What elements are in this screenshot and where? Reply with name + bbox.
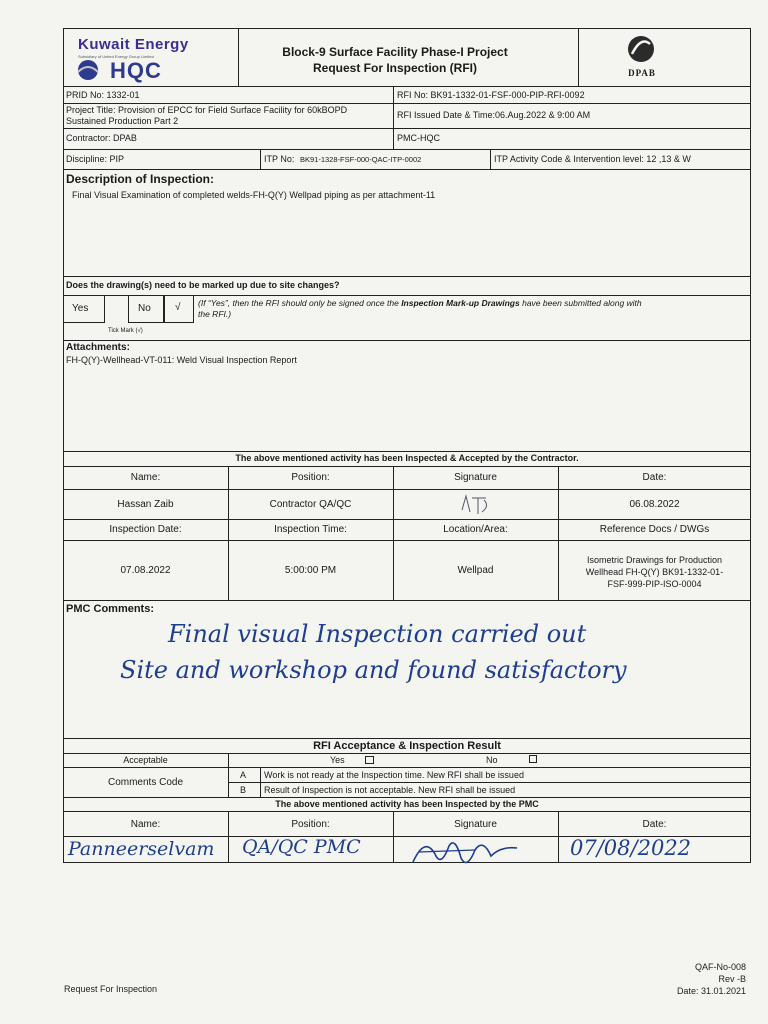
result-no-label: No (486, 755, 498, 765)
markup-note-line-2: the RFI.) (198, 309, 232, 319)
contractor-name: Contractor: DPAB (66, 133, 137, 143)
inspection-time: 5:00:00 PM (284, 564, 337, 576)
contractor-acceptance-heading: The above mentioned activity has been Inspected & Accepted by the Contractor. (235, 453, 579, 463)
project-title-line-2: Sustained Production Part 2 (66, 116, 179, 126)
comments-code-label: Comments Code (107, 776, 184, 788)
markup-note (198, 298, 718, 320)
itp-activity-code: ITP Activity Code & Intervention level: 12 ,13 & W (494, 154, 691, 164)
contractor-position: Contractor QA/QC (269, 498, 352, 510)
contractor-name: Hassan Zaib (117, 498, 174, 510)
kuwait-energy-logo-text: Kuwait Energy (78, 36, 189, 53)
header-divider-right (578, 28, 579, 86)
pmc-col-signature: Signature (454, 818, 497, 830)
pmc-name: PMC-HQC (397, 133, 440, 143)
dpab-emblem-icon (624, 34, 658, 64)
itp-number: BK91-1328-FSF-000-QAC-ITP-0002 (300, 155, 422, 164)
contractor-col-name: Name: (130, 472, 161, 483)
pmc-comment-line-1: Final visual Inspection carried out (168, 620, 587, 648)
pmc-col-name: Name: (130, 818, 161, 830)
pmc-handwritten-date: 07/08/2022 (570, 836, 692, 860)
inspection-date: 07.08.2022 (120, 564, 171, 576)
pmc-signature-scribble (405, 832, 525, 874)
col-reference-docs: Reference Docs / DWGs (599, 524, 710, 535)
markup-note-bold: Inspection Mark-up Drawings (401, 298, 520, 308)
reference-docs (558, 554, 751, 590)
contractor-signature (393, 489, 558, 519)
markup-yes-label: Yes (72, 303, 89, 314)
result-yes-label: Yes (330, 755, 345, 765)
footer-left: Request For Inspection (64, 984, 158, 994)
code-a: A (240, 770, 247, 780)
code-b-text: Result of Inspection is not acceptable. New RFI shall be issued (264, 785, 516, 795)
contractor-date: 06.08.2022 (629, 498, 680, 510)
subsidiary-text: Subsidiary of United Energy Group Limited (78, 54, 154, 59)
markup-no-label: No (138, 303, 151, 314)
contractor-signature-scribble (456, 492, 496, 516)
result-yes-checkbox[interactable] (365, 756, 374, 764)
rfi-issued-date: RFI Issued Date & Time:06.Aug.2022 & 9:00 AM (397, 110, 591, 120)
acceptable-label: Acceptable (123, 755, 168, 765)
dpab-logo (612, 34, 672, 84)
result-heading: RFI Acceptance & Inspection Result (313, 740, 501, 752)
kuwait-energy-hqc-logo (70, 36, 230, 84)
pmc-comment-line-2: Site and workshop and found satisfactory (120, 656, 627, 684)
hqc-emblem-icon (74, 58, 102, 82)
markup-tick: √ (175, 302, 181, 313)
pmc-col-date: Date: (642, 818, 667, 830)
header-divider-left (238, 28, 239, 86)
code-a-text: Work is not ready at the Inspection time. New RFI shall be issued (264, 770, 524, 780)
contractor-col-date: Date: (642, 472, 667, 483)
markup-note-suffix: have been submitted along with (519, 298, 642, 308)
prid-number: PRID No: 1332-01 (66, 90, 140, 100)
footer-doc-number: QAF-No-008 (694, 962, 746, 972)
discipline: Discipline: PIP (66, 154, 125, 164)
project-title: Block-9 Surface Facility Phase-I Project (282, 45, 508, 59)
project-title-line-1: Project Title: Provision of EPCC for Field Surface Facility for 60kBOPD (66, 105, 348, 115)
pmc-handwritten-position: QA/QC PMC (242, 836, 361, 858)
col-location: Location/Area: (443, 524, 508, 535)
attachment-text: FH-Q(Y)-Wellhead-VT-011: Weld Visual Inspection Report (66, 355, 297, 365)
attachments-heading: Attachments: (66, 342, 130, 353)
col-inspection-time: Inspection Time: (274, 524, 347, 535)
pmc-comments-heading: PMC Comments: (66, 603, 155, 615)
result-no-checkbox[interactable] (529, 755, 537, 763)
inspection-location: Wellpad (457, 564, 494, 576)
markup-note-prefix: (If “Yes”, then the RFI should only be signed once the (198, 298, 402, 308)
contractor-col-position: Position: (291, 472, 330, 483)
rfi-number: RFI No: BK91-1332-01-FSF-000-PIP-RFI-0092 (397, 90, 585, 100)
pmc-handwritten-name: Panneerselvam (68, 838, 215, 860)
contractor-col-signature: Signature (454, 472, 497, 483)
itp-no-label: ITP No: (264, 154, 295, 164)
markup-question: Does the drawing(s) need to be marked up due to site changes? (66, 280, 340, 290)
reference-line-1: Isometric Drawings for Production (586, 555, 723, 565)
dpab-logo-text: DPAB (628, 68, 656, 78)
reference-line-2: Wellhead FH-Q(Y) BK91-1332-01- (585, 567, 724, 577)
footer-date: Date: 31.01.2021 (676, 986, 746, 996)
footer-revision: Rev -B (718, 974, 746, 984)
form-title: Request For Inspection (RFI) (312, 61, 477, 75)
pmc-inspected-line: The above mentioned activity has been Inspected by the PMC (275, 799, 539, 809)
col-inspection-date: Inspection Date: (109, 524, 182, 535)
reference-line-3: FSF-999-PIP-ISO-0004 (607, 579, 702, 589)
tick-mark-label: Tick Mark (√) (108, 328, 143, 334)
hqc-logo-text: HQC (110, 58, 162, 83)
description-text: Final Visual Examination of completed welds-FH-Q(Y) Wellpad piping as per attachment-11 (72, 190, 436, 200)
pmc-col-position: Position: (291, 818, 330, 830)
description-heading: Description of Inspection: (66, 172, 215, 186)
code-b: B (240, 785, 247, 795)
